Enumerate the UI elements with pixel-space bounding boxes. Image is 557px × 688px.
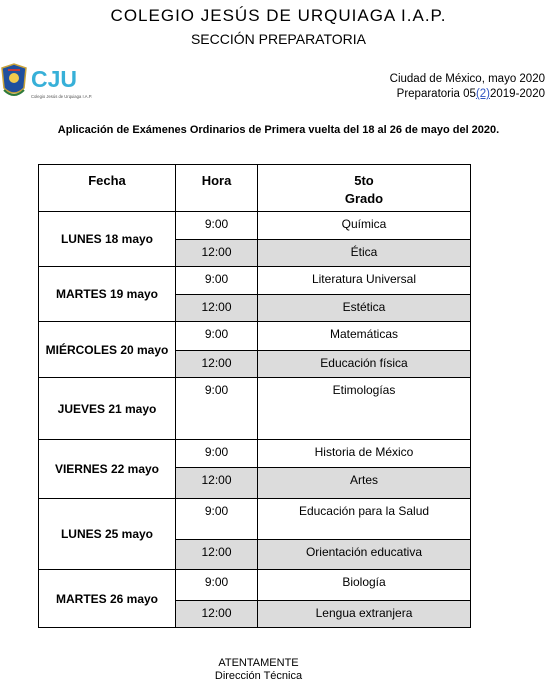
subject-cell: Matemáticas: [258, 322, 471, 351]
time-cell: 9:00: [176, 322, 258, 351]
school-name: COLEGIO JESÚS DE URQUIAGA I.A.P.: [110, 6, 447, 25]
city-date: Ciudad de México, mayo 2020: [389, 73, 545, 85]
time-cell: 9:00: [176, 499, 258, 540]
table-row: [39, 212, 471, 240]
closing-line-2: Dirección Técnica: [214, 670, 303, 682]
closing-block: [0, 657, 517, 683]
section-name: SECCIÓN PREPARATORIA: [190, 31, 367, 47]
table-row: [39, 499, 471, 540]
subject-cell: Ética: [258, 240, 471, 267]
time-cell: 9:00: [176, 570, 258, 601]
subject-cell: Etimologías: [258, 378, 471, 440]
subject-cell: Estética: [258, 295, 471, 322]
subject-cell: Educación física: [258, 351, 471, 378]
table-row: [39, 267, 471, 295]
date-cell: MIÉRCOLES 20 mayo: [39, 322, 176, 378]
schedule-body: [39, 212, 471, 628]
reference-number: [397, 88, 545, 100]
exam-schedule-table: [38, 164, 471, 628]
date-cell: MARTES 26 mayo: [39, 570, 176, 628]
time-cell: 9:00: [176, 440, 258, 468]
time-cell: 12:00: [176, 240, 258, 267]
crest-icon: [0, 62, 100, 106]
ref-suffix: 2019-2020: [490, 88, 545, 100]
date-cell: VIERNES 22 mayo: [39, 440, 176, 499]
date-cell: JUEVES 21 mayo: [39, 378, 176, 440]
date-cell: MARTES 19 mayo: [39, 267, 176, 322]
time-cell: 9:00: [176, 378, 258, 440]
table-row: [39, 378, 471, 440]
time-cell: 12:00: [176, 540, 258, 570]
date-cell: LUNES 25 mayo: [39, 499, 176, 570]
table-header-row: [39, 165, 471, 212]
school-logo: [0, 62, 100, 106]
time-cell: 12:00: [176, 351, 258, 378]
table-row: [39, 440, 471, 468]
column-header-date: Fecha: [39, 165, 176, 212]
logo-text: CJU: [31, 66, 78, 92]
subject-cell: Literatura Universal: [258, 267, 471, 295]
subject-cell: Artes: [258, 468, 471, 499]
logo-subtext: Colegio Jesús de Urquiaga I.A.P.: [31, 94, 93, 99]
subject-cell: Biología: [258, 570, 471, 601]
subject-cell: Orientación educativa: [258, 540, 471, 570]
subject-cell: Lengua extranjera: [258, 601, 471, 628]
closing-line-1: ATENTAMENTE: [218, 657, 299, 669]
time-cell: 9:00: [176, 212, 258, 240]
subject-cell: Historia de México: [258, 440, 471, 468]
time-cell: 12:00: [176, 468, 258, 499]
grade-line-1: 5to: [354, 173, 374, 188]
column-header-grade: [258, 165, 471, 212]
table-row: [39, 322, 471, 351]
grade-line-2: Grado: [344, 191, 384, 206]
document-heading: Aplicación de Exámenes Ordinarios de Primera vuelta del 18 al 26 de mayo del 2020.: [57, 124, 500, 136]
table-row: [39, 570, 471, 601]
time-cell: 9:00: [176, 267, 258, 295]
column-header-time: Hora: [176, 165, 258, 212]
subject-cell: Química: [258, 212, 471, 240]
time-cell: 12:00: [176, 295, 258, 322]
date-cell: LUNES 18 mayo: [39, 212, 176, 267]
ref-middle: (2): [475, 88, 490, 100]
time-cell: 12:00: [176, 601, 258, 628]
ref-prefix: Preparatoria 05: [396, 88, 476, 100]
subject-cell: Educación para la Salud: [258, 499, 471, 540]
